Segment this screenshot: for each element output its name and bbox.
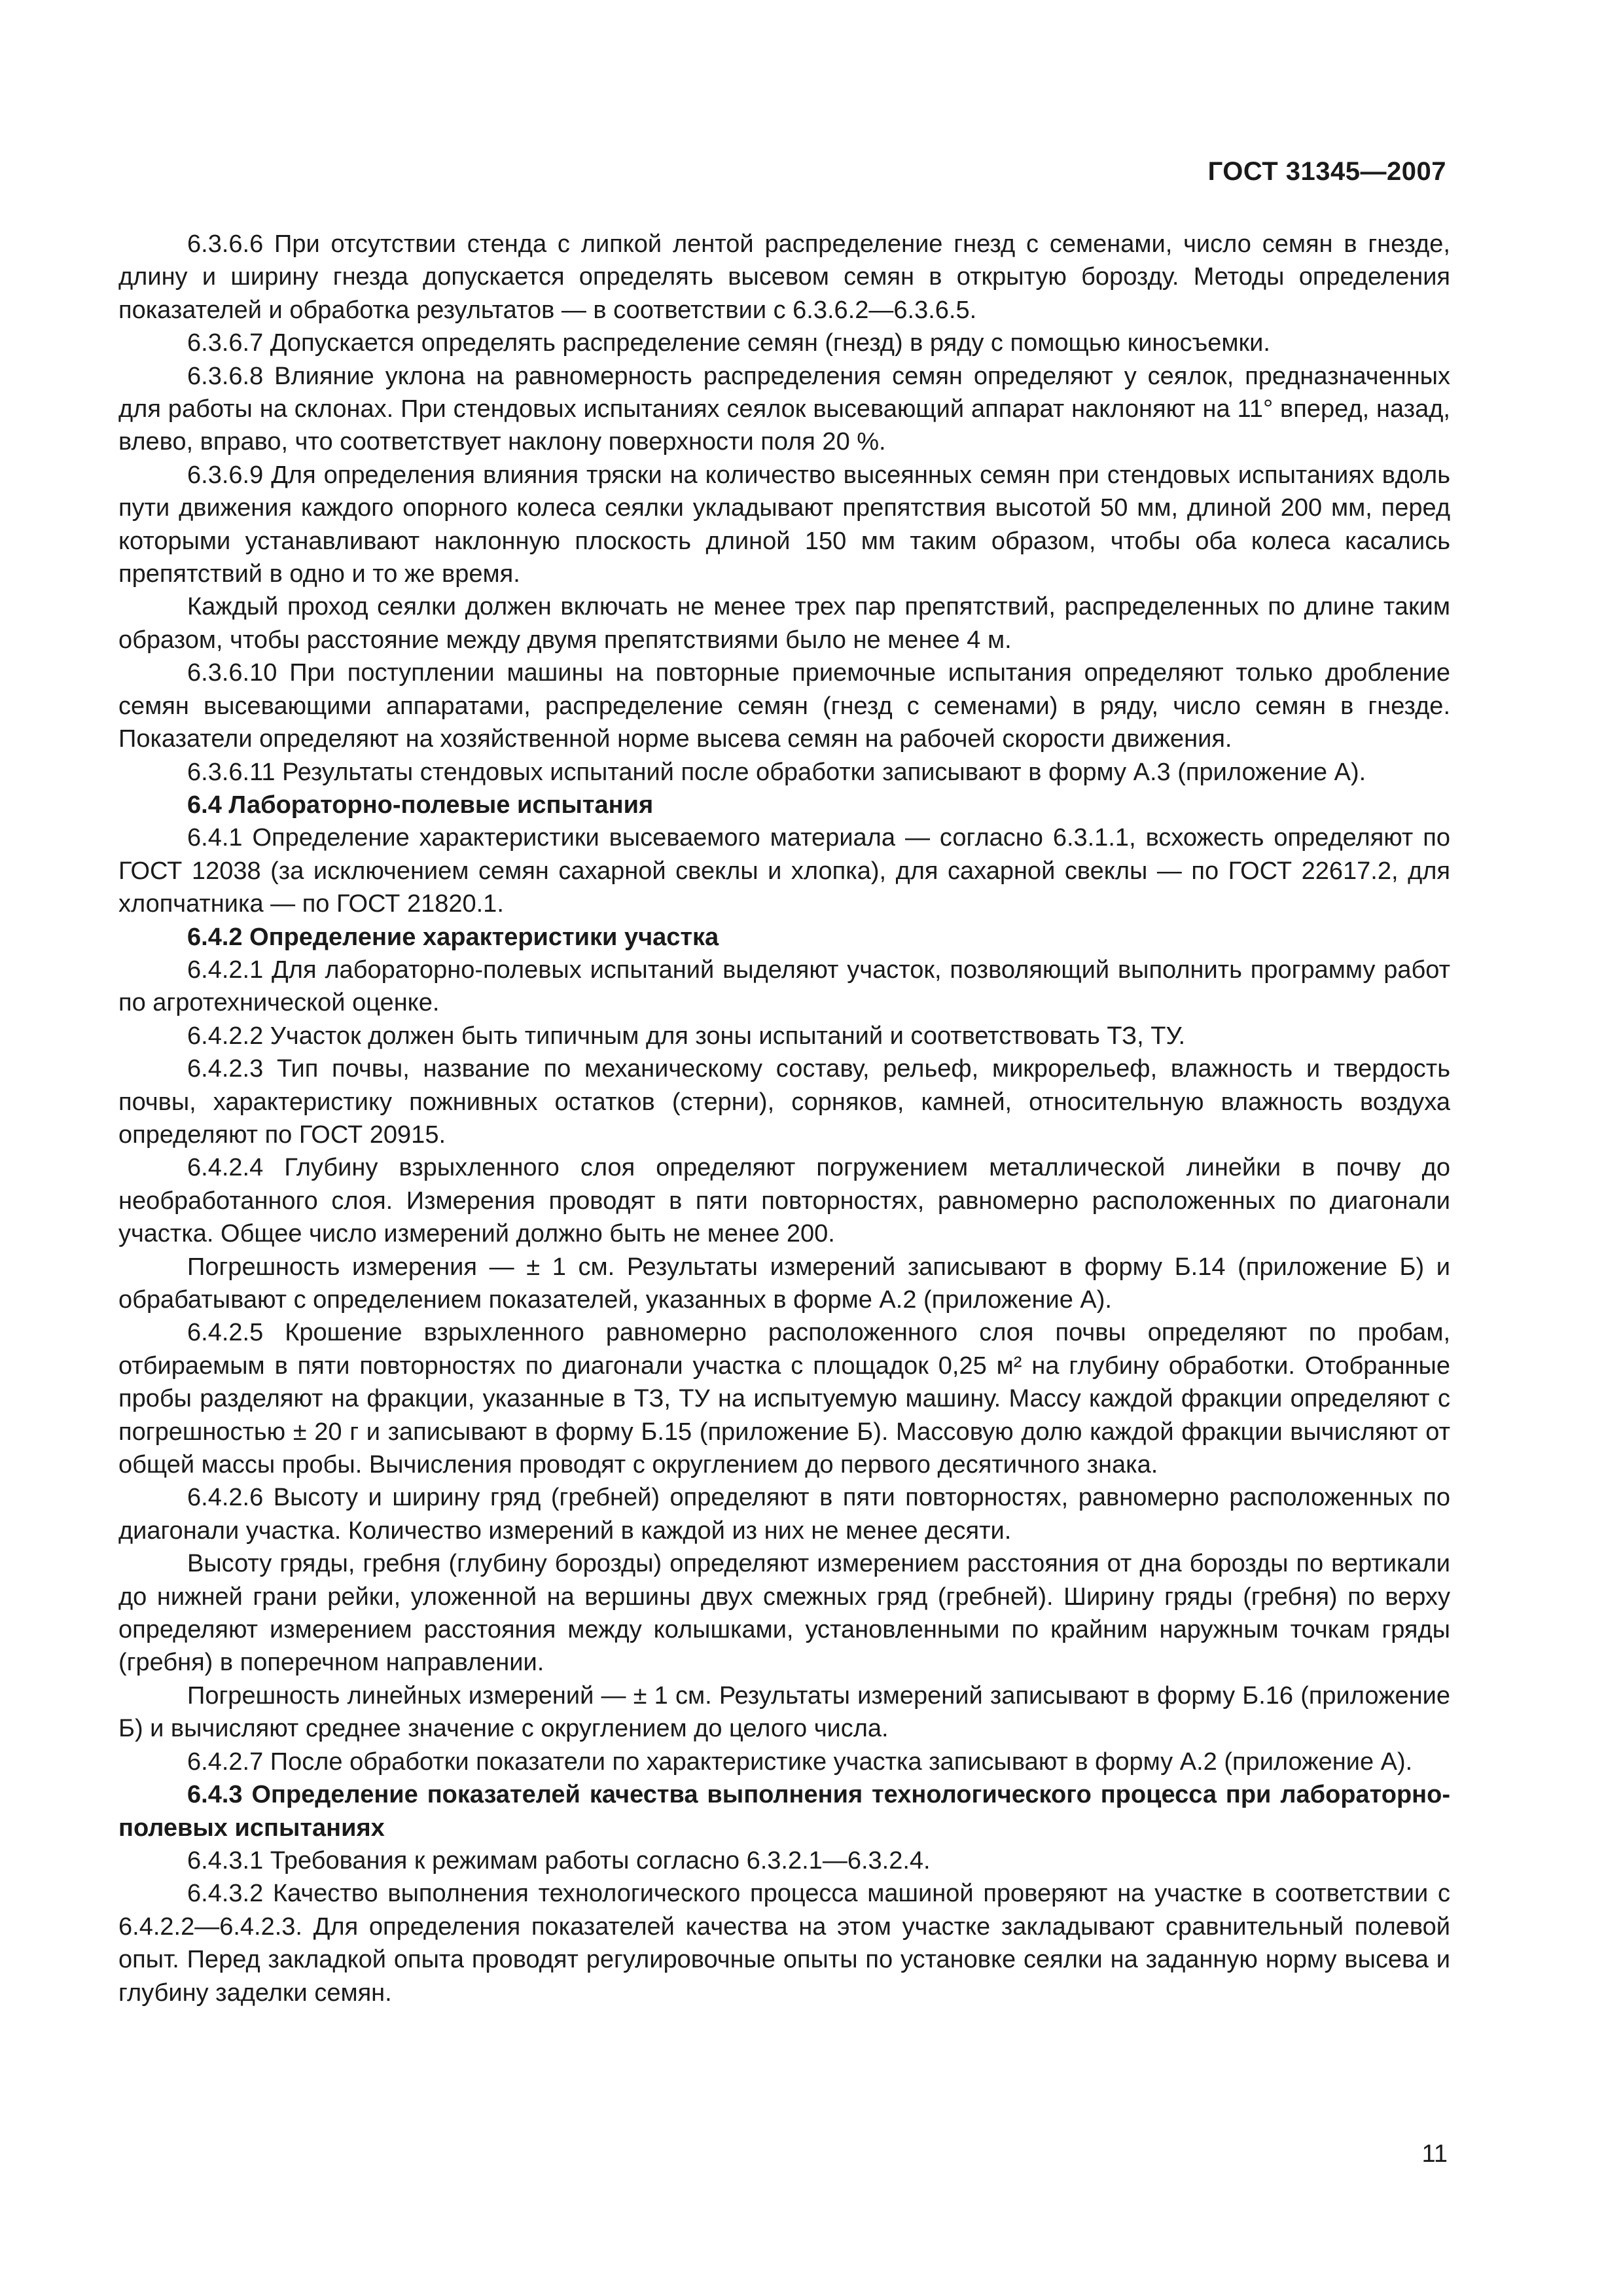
paragraph: 6.4.2.3 Тип почвы, название по механическому составу, рельеф, микрорельеф, влажность и твердость почвы, характеристику пожнивных остатков (стерни), сорняков, камней, относительную влажность воздуха определяют по ГОСТ 20915. (118, 1055, 1450, 1149)
paragraph: 6.4.2.2 Участок должен быть типичным для зоны испытаний и соответствовать ТЗ, ТУ. (187, 1022, 1186, 1050)
paragraph: 6.4.3.2 Качество выполнения технологического процесса машиной проверяют на участке в соответствии с 6.4.2.2—6.4.2.3. Для определения показателей качества на этом участке закладывают сравнительный полевой опыт. Перед закладкой опыта проводят регулировочные опыты по установке сеялки на заданную норму высева и глубину заделки семян. (118, 1880, 1450, 2007)
paragraph: Погрешность линейных измерений — ± 1 см. Результаты измерений записывают в форму Б.16 (приложение Б) и вычисляют среднее значение с округлением до целого числа. (118, 1681, 1450, 1743)
paragraph: 6.4.2.5 Крошение взрыхленного равномерно расположенного слоя почвы определяют по пробам, отбираемым в пяти повторностях по диагонали участка с площадок 0,25 м² на глубину обработки. Отобранные пробы разделяют на фракции, указанные в ТЗ, ТУ на испытуемую машину. Массу каждой фракции определяют с погрешностью ± 20 г и записывают в форму Б.15 (приложение Б). Массовую долю каждой фракции вычисляют от общей массы пробы. Вычисления проводят с округлением до первого десятичного знака. (118, 1319, 1450, 1479)
paragraph: Высоту гряды, гребня (глубину борозды) определяют измерением расстояния от дна борозды по вертикали до нижней грани рейки, уложенной на вершины двух смежных гряд (гребней). Ширину гряды (гребня) по верху определяют измерением расстояния между колышками, установленными по крайним наружным точкам гряды (гребня) в поперечном направлении. (118, 1550, 1450, 1677)
paragraph: 6.3.6.6 При отсутствии стенда с липкой лентой распределение гнезд с семенами, число семян в гнезде, длину и ширину гнезда допускается определять высевом семян в открытую борозду. Методы определения показателей и обработка результатов — в соответствии с 6.3.6.2—6.3.6.5. (118, 230, 1450, 324)
standard-id-header: ГОСТ 31345—2007 (1207, 157, 1446, 186)
section-heading: 6.4 Лабораторно-полевые испытания (187, 791, 654, 819)
paragraph: 6.3.6.10 При поступлении машины на повторные приемочные испытания определяют только дробление семян высевающими аппаратами, распределение семян (гнезд с семенами) в ряду, число семян в гнезде. Показатели определяют на хозяйственной норме высева семян на рабочей скорости движения. (118, 659, 1450, 753)
paragraph: 6.3.6.11 Результаты стендовых испытаний после обработки записывают в форму А.3 (приложение А). (187, 758, 1366, 786)
paragraph: Каждый проход сеялки должен включать не менее трех пар препятствий, распределенных по длине таким образом, чтобы расстояние между двумя препятствиями было не менее 4 м. (118, 593, 1450, 654)
paragraph: 6.3.6.9 Для определения влияния тряски на количество высеянных семян при стендовых испытаниях вдоль пути движения каждого опорного колеса сеялки укладывают препятствия высотой 50 мм, длиной 200 мм, перед которыми устанавливают наклонную плоскость длиной 150 мм таким образом, чтобы оба колеса касались препятствий в одно и то же время. (118, 461, 1450, 588)
paragraph: 6.3.6.8 Влияние уклона на равномерность распределения семян определяют у сеялок, предназначенных для работы на склонах. При стендовых испытаниях сеялок высевающий аппарат наклоняют на 11° вперед, назад, влево, вправо, что соответствует наклону поверхности поля 20 %. (118, 362, 1450, 456)
paragraph: 6.4.3.1 Требования к режимам работы согласно 6.3.2.1—6.3.2.4. (187, 1846, 931, 1874)
paragraph: 6.3.6.7 Допускается определять распределение семян (гнезд) в ряду с помощью киносъемки. (187, 329, 1270, 357)
paragraph: 6.4.2.4 Глубину взрыхленного слоя определяют погружением металлической линейки в почву до необработанного слоя. Измерения проводят в пяти повторностях, равномерно расположенных по диагонали участка. Общее число измерений должно быть не менее 200. (118, 1154, 1450, 1248)
section-heading: 6.4.3 Определение показателей качества выполнения технологического процесса при лабораторно-полевых испытаниях (118, 1781, 1450, 1842)
document-body (118, 228, 1450, 2009)
paragraph: 6.4.1 Определение характеристики высеваемого материала — согласно 6.3.1.1, всхожесть определяют по ГОСТ 12038 (за исключением семян сахарной свеклы и хлопка), для сахарной свеклы — по ГОСТ 22617.2, для хлопчатника — по ГОСТ 21820.1. (118, 824, 1450, 918)
paragraph: 6.4.2.1 Для лабораторно-полевых испытаний выделяют участок, позволяющий выполнить программу работ по агротехнической оценке. (118, 956, 1450, 1017)
paragraph: 6.4.2.7 После обработки показатели по характеристике участка записывают в форму А.2 (приложение А). (187, 1748, 1413, 1776)
page-number: 11 (1421, 2140, 1448, 2168)
paragraph: 6.4.2.6 Высоту и ширину гряд (гребней) определяют в пяти повторностях, равномерно расположенных по диагонали участка. Количество измерений в каждой из них не менее десяти. (118, 1484, 1450, 1545)
section-heading: 6.4.2 Определение характеристики участка (187, 923, 719, 951)
paragraph: Погрешность измерения — ± 1 см. Результаты измерений записывают в форму Б.14 (приложение Б) и обрабатывают с определением показателей, указанных в форме А.2 (приложение А). (118, 1253, 1450, 1314)
